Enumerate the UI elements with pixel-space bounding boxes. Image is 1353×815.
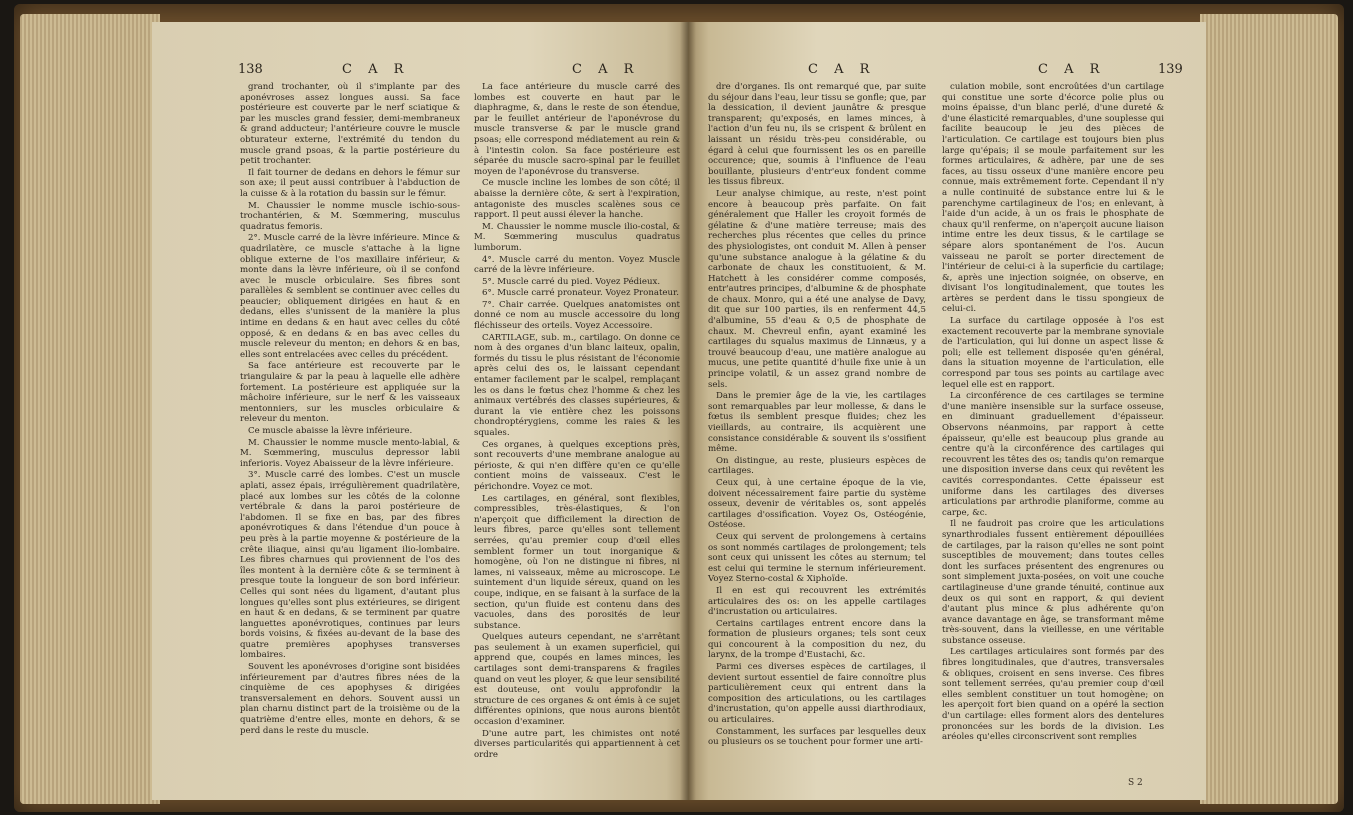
paragraph: Ceux qui, à une certaine époque de la vie, doivent nécessairement faire partie du système osseux, devenir de véritables os, sont appelés cartilages d'ossification. Voyez Os, Ostéogénie, Ostéose.	[708, 477, 926, 531]
paragraph: La surface du cartilage opposée à l'os est exactement recouverte par la membrane synoviale de l'articulation, qui lui donne un aspect lisse & poli; elle est tellement disposée qu'en général, dans la situation moyenne de l'articulation, elle correspond par tous ses points au cartilage avec lequel elle est en rapport.	[942, 316, 1164, 390]
left-page	[152, 22, 688, 800]
book	[14, 4, 1344, 812]
paragraph: Il ne faudroit pas croire que les articulations synarthrodiales fussent entièrement dépouillées de cartilages, par la raison qu'elles ne sont point susceptibles de mouvement; dans toutes celles dont les surfaces présentent des engrenures ou sont simplement juxta-posées, on voit une couche cartilagineuse d'une grande ténuité, continue aux deux os qui sont en rapport, & qui devient d'autant plus mince & plus adhérente qu'on avance davantage en âge, se transformant même très-souvent, dans la vieillesse, en une véritable substance osseuse.	[942, 519, 1164, 646]
paragraph: M. Chaussier le nomme muscle mento-labial, & M. Sœmmering, musculus depressor labii inferioris. Voyez Abaisseur de la lèvre inférieure.	[240, 437, 460, 469]
paragraph: Les cartilages articulaires sont formés par des fibres longitudinales, que d'autres, transversales & obliques, croisent en sens inverse. Ces fibres sont tellement serrées, qu'au premier coup d'œil elles semblent constituer un tout homogène; on les aperçoit fort bien quand on a opéré la section d'un cartilage: elles forment alors des dentelures prononcées sur les bords de la division. Les aréoles qu'elles circonscrivent sont remplies	[942, 647, 1164, 743]
paragraph: Dans le premier âge de la vie, les cartilages sont remarquables par leur mollesse, & dans le fœtus ils semblent presque fluides; chez les vieillards, au contraire, ils acquièrent une consistance considérable & souvent ils s'ossifient même.	[708, 391, 926, 455]
paragraph: La face antérieure du muscle carré des lombes est couverte en haut par le diaphragme, &, dans le reste de son étendue, par le feuillet antérieur de l'aponévrose du muscle transverse & par le muscle grand psoas; elle correspond médiatement au rein & à l'intestin colon. Sa face postérieure est séparée du muscle sacro-spinal par le feuillet moyen de l'aponévrose du transverse.	[474, 82, 680, 177]
paragraph: Il en est qui recouvrent les extrémités articulaires des os: on les appelle cartilages d'incrustation ou articulaires.	[708, 585, 926, 618]
page-number-right: 139	[1158, 62, 1183, 77]
paragraph: Constamment, les surfaces par lesquelles deux ou plusieurs os se touchent pour former une arti-	[708, 726, 926, 748]
running-head: C A R	[1038, 62, 1106, 77]
running-head: C A R	[808, 62, 876, 77]
left-page-edges	[20, 14, 160, 804]
paragraph: La circonférence de ces cartilages se termine d'une manière insensible sur la surface osseuse, en diminuant graduellement d'épaisseur. Observons néanmoins, par rapport à cette épaisseur, qu'elle est beaucoup plus grande au centre qu'à la circonférence des cartilages qui recouvrent les têtes des os; tandis qu'on remarque une disposition inverse dans ceux qui revêtent les cavités correspondantes. Cette épaisseur est uniforme dans les cartilages des diverses articulations par arthrodie planiforme, comme au carpe, &c.	[942, 391, 1164, 518]
text-column-2	[474, 82, 680, 761]
paragraph: D'une autre part, les chimistes ont noté diverses particularités qui appartiennent à cet ordre	[474, 728, 680, 760]
paragraph: M. Chaussier le nomme muscle ilio-costal, & M. Sœmmering musculus quadratus lumborum.	[474, 221, 680, 253]
signature-mark: S 2	[1128, 778, 1143, 788]
paragraph: Ce muscle incline les lombes de son côté; il abaisse la dernière côte, & sert à l'expiration, antagoniste des muscles scalènes sous ce rapport. Il peut aussi élever la hanche.	[474, 178, 680, 221]
paragraph: Quelques auteurs cependant, ne s'arrêtant pas seulement à un examen superficiel, qui apprend que, coupés en lames minces, les cartilages sont demi-transparens & fragiles quand on veut les ployer, & que leur sensibilité est douteuse, ont voulu approfondir la structure de ces organes & ont émis à ce sujet différentes opinions, que nous aurons bientôt occasion d'examiner.	[474, 632, 680, 728]
paragraph: Parmi ces diverses espèces de cartilages, il devient surtout essentiel de faire connoître plus particulièrement ceux qui entrent dans la composition des articulations, ou les cartilages d'incrustation, qu'on appelle aussi diarthrodiaux, ou articulaires.	[708, 662, 926, 726]
paragraph: CARTILAGE, sub. m., cartilago. On donne ce nom à des organes d'un blanc laiteux, opalin, formés du tissu le plus résistant de l'économie après celui des os, le laissant cependant entamer facilement par le scalpel, remplaçant les os dans le fœtus chez l'homme & chez les animaux vertébrés des classes supérieures, & durant la vie entière chez les poissons chondroptérygiens, comme les raies & les squales.	[474, 332, 680, 438]
page-number-left: 138	[238, 62, 263, 77]
paragraph: M. Chaussier le nomme muscle ischio-sous-trochantérien, & M. Sœmmering, musculus quadratus femoris.	[240, 200, 460, 232]
text-column-1	[240, 82, 460, 737]
right-page	[688, 22, 1206, 800]
paragraph: 5°. Muscle carré du pied. Voyez Pédieux.	[482, 276, 661, 287]
text-column-1	[708, 82, 926, 749]
paragraph: Leur analyse chimique, au reste, n'est point encore à beaucoup près parfaite. On fait généralement que Haller les croyoit formés de gélatine & d'une matière terreuse; mais des recherches plus récentes que celles du prince des physiologistes, ont conduit M. Allen à penser qu'une substance analogue à la gélatine & du carbonate de chaux les constituoient, & M. Hatchett à les considérer comme composés, entr'autres principes, d'albumine & de phosphate de chaux. Monro, qui a été une analyse de Davy, dit que sur 100 parties, ils en renferment 44,5 d'albumine, 55 d'eau & 0,5 de phosphate de chaux. M. Chevreul enfin, ayant examiné les cartilages du squalus maximus de Linnæus, y a trouvé beaucoup d'eau, une matière analogue au mucus, une petite quantité d'huile fixe unie à un principe volatil, & un assez grand nombre de sels.	[708, 188, 926, 390]
paragraph: culation mobile, sont encroûtées d'un cartilage qui constitue une sorte d'écorce polie plus ou moins épaisse, d'un blanc perlé, d'une dureté & d'une élasticité remarquables, d'une souplesse qui facilite beaucoup le jeu des pièces de l'articulation. Ce cartilage est toujours bien plus large qu'épais; il se moule parfaitement sur les formes articulaires, & adhère, par une de ses faces, au tissu osseux d'une manière encore peu connue, mais extrêmement forte. Cependant il n'y a nulle continuité de substance entre lui & le parenchyme cartilagineux de l'os; en enlevant, à l'aide d'un acide, à un os frais le phosphate de chaux qu'il renferme, on n'aperçoit aucune liaison intime entre les deux tissus, & le cartilage se sépare alors spontanément de l'os. Aucun vaisseau ne paroît se porter directement de l'intérieur de celui-ci à la superficie du cartilage; &, après une injection soignée, on observe, en divisant l'os longitudinalement, que toutes les artères se perdent dans le tissu spongieux de celui-ci.	[942, 82, 1164, 315]
paragraph: 7°. Chair carrée. Quelques anatomistes ont donné ce nom au muscle accessoire du long fléchisseur des orteils. Voyez Accessoire.	[474, 299, 680, 332]
paragraph: 2°. Muscle carré de la lèvre inférieure. Mince & quadrilatère, ce muscle s'attache à la ligne oblique externe de l'os maxillaire inférieur, & monte dans la lèvre inférieure, où il se confond avec le muscle orbiculaire. Ses fibres sont parallèles & semblent se continuer avec celles du peaucier; obliquement dirigées en haut & en dedans, elles s'unissent de la manière la plus intime en dedans & en haut avec celles du côté opposé, & en dedans & en bas avec celles du muscle releveur du menton; en dehors & en bas, elles sont entrelacées avec celles du précédent.	[240, 233, 460, 360]
paragraph: Souvent les aponévroses d'origine sont bisidées inférieurement par d'autres fibres nées de la cinquième de ces apophyses & dirigées transversalement en dehors. Souvent aussi un plan charnu distinct part de la troisième ou de la quatrième d'entre elles, monte en dehors, & se perd dans le reste du muscle.	[240, 662, 460, 736]
paragraph: Certains cartilages entrent encore dans la formation de plusieurs organes; tels sont ceux qui concourent à la composition du nez, du larynx, de la trompe d'Eustachi, &c.	[708, 618, 926, 661]
paragraph: Ceux qui servent de prolongemens à certains os sont nommés cartilages de prolongement; tels sont ceux qui unissent les côtes au sternum; tel est celui qui termine le sternum inférieurement. Voyez Sterno-costal & Xiphoïde.	[708, 531, 926, 585]
book-gutter	[680, 22, 696, 800]
paragraph: On distingue, au reste, plusieurs espèces de cartilages.	[708, 455, 926, 477]
paragraph: Il fait tourner de dedans en dehors le fémur sur son axe; il peut aussi contribuer à l'abduction de la cuisse & à la rotation du bassin sur le fémur.	[240, 167, 460, 199]
paragraph: 6°. Muscle carré pronateur. Voyez Pronateur.	[482, 288, 679, 299]
running-head: C A R	[572, 62, 640, 77]
paragraph: grand trochanter, où il s'implante par des aponévroses assez longues aussi. Sa face postérieure est couverte par le nerf sciatique & par les muscles grand fessier, demi-membraneux & grand adducteur; l'antérieure couvre le muscle obturateur externe, l'extrémité du tendon du muscle grand psoas, & la partie postérieure du petit trochanter.	[240, 82, 460, 167]
right-page-edges	[1200, 14, 1338, 804]
paragraph: Sa face antérieure est recouverte par le triangulaire & par la peau à laquelle elle adhère fortement. La postérieure est appliquée sur la mâchoire inférieure, sur le nerf & les vaisseaux mentonniers, sur les muscles orbiculaire & releveur du menton.	[240, 361, 460, 425]
text-column-2	[942, 82, 1164, 744]
paragraph: dre d'organes. Ils ont remarqué que, par suite du séjour dans l'eau, leur tissu se gonfle; que, par la dessication, il devient jaunâtre & presque transparent; qu'exposés, en lames minces, à l'action d'un feu nu, ils se crispent & brûlent en laissant un résidu très-peu considérable, ou égard à celui que fournissent les os en pareille occurence; que, soumis à l'influence de l'eau bouillante, plusieurs d'entr'eux fondent comme les tissus fibreux.	[708, 82, 926, 188]
paragraph: Ce muscle abaisse la lèvre inférieure.	[248, 426, 413, 436]
running-head: C A R	[342, 62, 410, 77]
paragraph: 4°. Muscle carré du menton. Voyez Muscle carré de la lèvre inférieure.	[474, 254, 680, 276]
paragraph: Les cartilages, en général, sont flexibles, compressibles, très-élastiques, & l'on n'aperçoit que difficilement la direction de leurs fibres, parce qu'elles sont tellement serrées, qu'au premier coup d'œil elles semblent former un tout inorganique & homogène, où l'on ne distingue ni fibres, ni lames, ni vaisseaux, même au microscope. Le suintement d'un liquide séreux, quand on les coupe, indique, en se faisant à la surface de la section, qu'un fluide est contenu dans des vacuoles, dans des porosités de leur substance.	[474, 493, 680, 631]
paragraph: Ces organes, à quelques exceptions près, sont recouverts d'une membrane analogue au périoste, & qui n'en diffère qu'en ce qu'elle contient moins de vaisseaux. C'est le périchondre. Voyez ce mot.	[474, 439, 680, 492]
paragraph: 3°. Muscle carré des lombes. C'est un muscle aplati, assez épais, irrégulièrement quadrilatère, placé aux lombes sur les côtés de la colonne vertébrale & dans la paroi postérieure de l'abdomen. Il se fixe en bas, par des fibres aponévrotiques & dans l'étendue d'un pouce à peu près à la partie moyenne & postérieure de la crête iliaque, ainsi qu'au ligament ilio-lombaire. Les fibres charnues qui proviennent de l'os des îles montent à la dernière côte & se terminent à presque toute la longueur de son bord inférieur. Celles qui sont nées du ligament, d'autant plus longues qu'elles sont plus extérieures, se dirigent en haut & en dedans, & se terminent par quatre languettes aponévrotiques, continues par leurs bords voisins, & fixées au-devant de la base des quatre premières apophyses transverses lombaires.	[240, 470, 460, 661]
